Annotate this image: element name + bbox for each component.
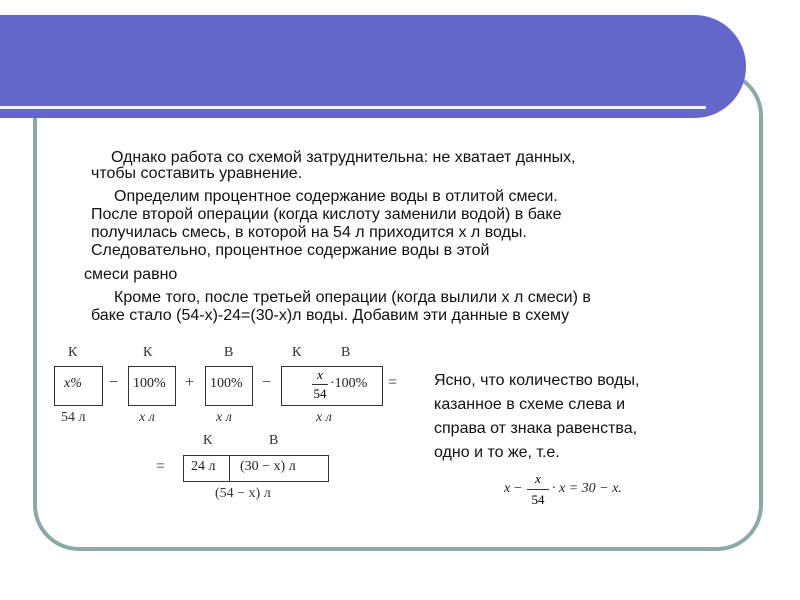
- paragraph-2-line-4: Следовательно, процентное содержание воды в этой: [91, 242, 490, 259]
- scheme-op-1: −: [109, 374, 119, 391]
- conclusion-line-1: Ясно, что количество воды,: [434, 372, 640, 389]
- scheme-box-3-value: 100%: [210, 376, 243, 391]
- scheme-op-2: +: [185, 374, 195, 391]
- paragraph-1-line-1: Однако работа со схемой затруднительна: не хватает данных,: [111, 149, 576, 166]
- conclusion-line-3: справа от знака равенства,: [434, 420, 638, 437]
- scheme-bottom-label-2: В: [269, 433, 279, 448]
- scheme-bottom-label-1: К: [203, 433, 213, 448]
- paragraph-2-line-2: После второй операции (когда кислоту заменили водой) в баке: [91, 206, 562, 223]
- equation-rest: · x = 30 − x.: [552, 481, 622, 496]
- scheme-box-1-value: x%: [64, 376, 82, 391]
- paragraph-2-line-1: Определим процентное содержание воды в отлитой смеси.: [114, 188, 558, 205]
- scheme-box-4-value: ·100%: [330, 376, 368, 391]
- scheme-result-volume: (54 − x) л: [215, 486, 271, 501]
- scheme-result-left: 24 л: [191, 459, 216, 474]
- scheme-box-1-volume: 54 л: [61, 410, 86, 425]
- equation-frac-line: [527, 489, 549, 490]
- scheme-box-3-volume: x л: [216, 410, 232, 425]
- scheme-top-label-2: К: [143, 345, 153, 360]
- paragraph-3-line-1: Кроме того, после третьей операции (когда вылили х л смеси) в: [114, 289, 591, 306]
- scheme-box-4-frac-den: 54: [313, 386, 327, 401]
- paragraph-2-line-5: смеси равно: [84, 266, 178, 283]
- scheme-op-4: =: [388, 374, 398, 391]
- scheme-top-label-3: В: [224, 345, 234, 360]
- equation-x1: x: [504, 481, 511, 496]
- scheme-box-2-volume: x л: [139, 410, 155, 425]
- scheme-top-label-4: К: [292, 345, 302, 360]
- title-banner: [0, 15, 746, 118]
- paragraph-1-line-2: чтобы составить уравнение.: [91, 165, 303, 182]
- equation-den: 54: [531, 492, 545, 507]
- paragraph-3-line-2: баке стало (54-х)-24=(30-х)л воды. Добавим эти данные в схему: [91, 307, 570, 324]
- scheme-box-4-frac-num: x: [317, 367, 323, 382]
- scheme-eq-sign: =: [156, 458, 166, 475]
- equation-num: x: [535, 471, 541, 486]
- scheme-op-3: −: [262, 374, 272, 391]
- scheme-box-4-frac-line: [312, 384, 328, 385]
- scheme-top-label-1: К: [68, 345, 78, 360]
- scheme-box-4-volume: x л: [316, 410, 332, 425]
- scheme-result-right: (30 − x) л: [240, 459, 296, 474]
- banner-underline: [0, 106, 706, 109]
- scheme-top-label-5: В: [341, 345, 351, 360]
- conclusion-line-4: одно и то же, т.е.: [434, 444, 560, 461]
- paragraph-2-line-3: получилась смесь, в которой на 54 л приходится х л воды.: [91, 224, 527, 241]
- equation-minus: −: [514, 481, 522, 496]
- scheme-box-2-value: 100%: [133, 376, 166, 391]
- conclusion-line-2: казанное в схеме слева и: [434, 396, 626, 413]
